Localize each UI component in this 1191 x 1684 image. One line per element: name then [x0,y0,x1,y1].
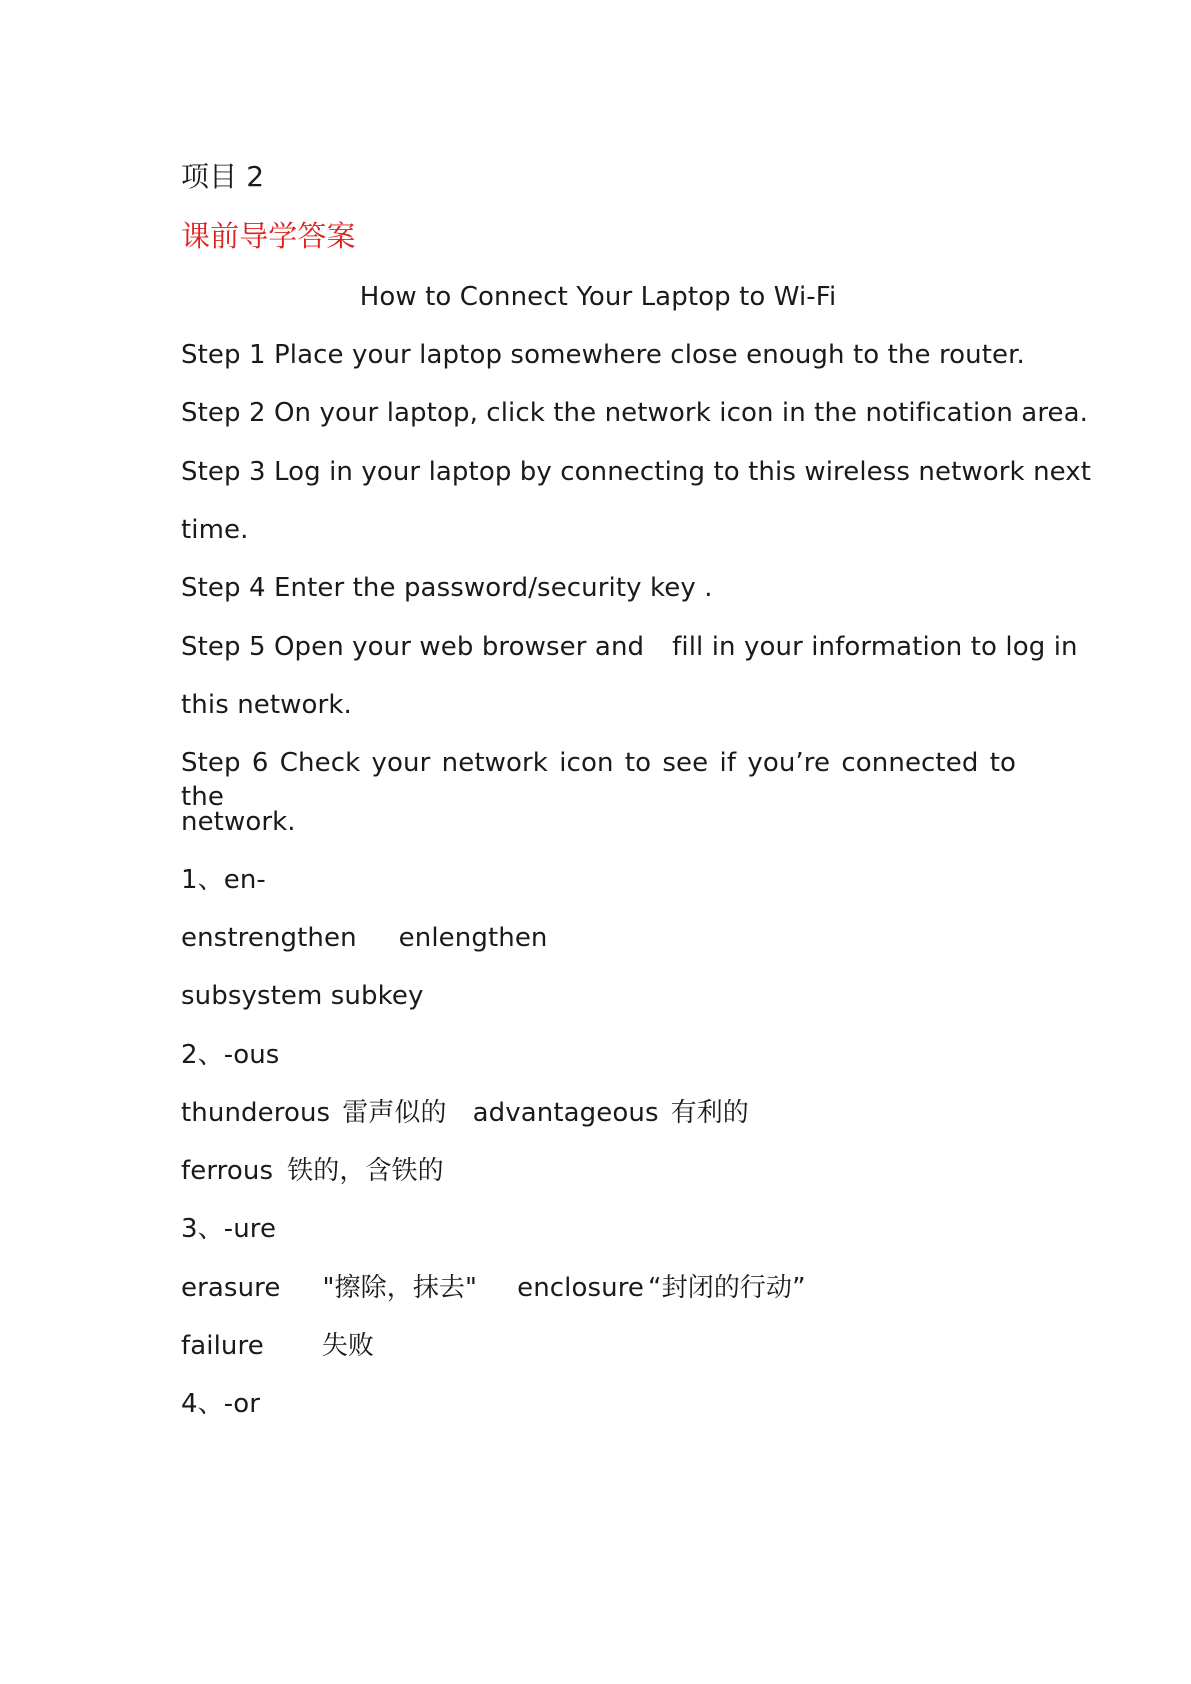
section-heading: 课前导学答案 [181,219,356,253]
step-6-line-2: network. [181,807,296,837]
vocab-word: ferrous [181,1156,274,1186]
vocab-meaning: “封闭的行动” [648,1273,806,1303]
vocab-group-2-line-2 [181,1154,444,1188]
vocab-word: enclosure [517,1273,645,1303]
vocab-meaning: 雷声似的 [342,1098,447,1128]
vocab-group-2-line-1 [181,1096,749,1130]
vocab-word: enlengthen [398,923,548,953]
vocab-group-3-line-2 [181,1329,374,1363]
step-2: Step 2 On your laptop, click the network icon in the notification area. [181,398,1089,428]
step-3-line-1: Step 3 Log in your laptop by connecting to this wireless network next [181,457,1092,487]
vocab-meaning: 铁的，含铁的 [287,1156,444,1186]
vocab-word: advantageous [472,1098,659,1128]
vocab-group-1-heading: 1、en- [181,865,266,895]
step-3-line-2: time. [181,515,249,545]
document-title: How to Connect Your Laptop to Wi-Fi [359,282,837,312]
step-5-part-b: fill in your information to log in [672,632,1078,662]
vocab-word: failure [181,1331,264,1361]
step-1: Step 1 Place your laptop somewhere close enough to the router. [181,340,1025,370]
vocab-group-3-heading: 3、-ure [181,1214,277,1244]
vocab-group-4-heading: 4、-or [181,1389,261,1419]
vocab-group-1-line-2: subsystem subkey [181,981,424,1011]
vocab-word: erasure [181,1273,281,1303]
vocab-group-2-heading: 2、-ous [181,1040,280,1070]
step-5-part-a: Step 5 Open your web browser and [181,632,645,662]
vocab-group-1-words [181,921,548,955]
step-4: Step 4 Enter the password/security key . [181,573,713,603]
vocab-meaning: "擦除，抹去" [322,1273,478,1303]
vocab-meaning: 失败 [321,1331,375,1361]
vocab-word: thunderous [181,1098,331,1128]
step-6-line-1: Step 6 Check your network icon to see if you’re connected to the [181,748,1016,812]
project-number: 项目 2 [181,160,265,193]
vocab-meaning: 有利的 [670,1098,749,1128]
step-5-line-2: this network. [181,690,352,720]
vocab-group-3-line-1 [181,1271,806,1305]
step-5-line-1 [181,630,1078,664]
vocab-word: enstrengthen [181,923,357,953]
